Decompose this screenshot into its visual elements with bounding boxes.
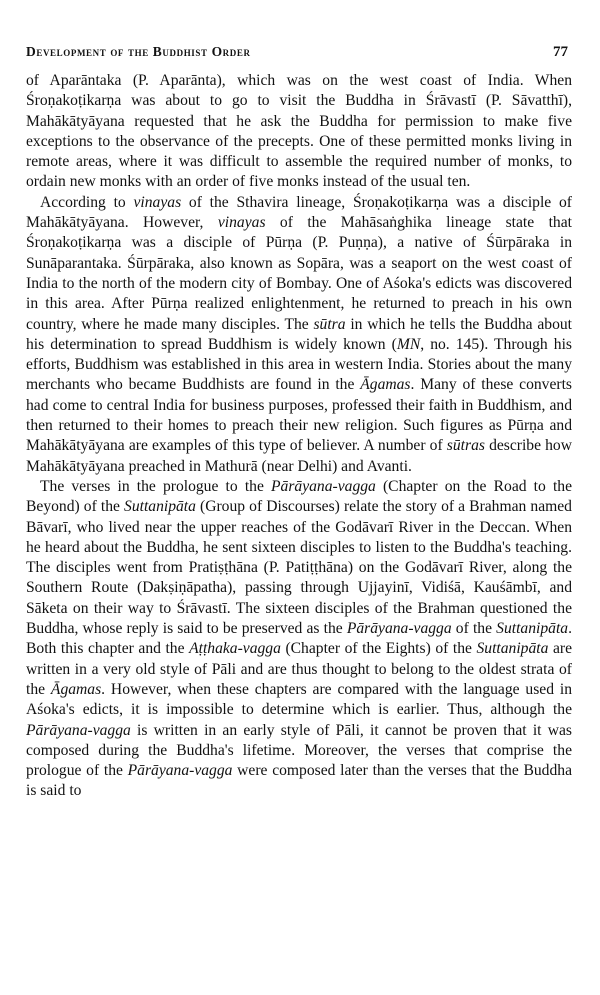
italic-term: Pārāyana-vagga: [26, 721, 131, 739]
text-run: of the Sthavira lineage, Śroṇakoṭikarṇa was a disciple of Mahākātyāyana. However,: [26, 193, 572, 232]
text-run: The verses in the prologue to the: [40, 477, 272, 495]
text-run: . However, when these chapters are compared with the language used in Aśoka's edicts, it is impossible to determine which is earlier. Thus, although the: [26, 680, 572, 719]
text-run: is written in an early style of Pāli, it cannot be proven that it was composed during the Buddha's lifetime. Moreover, the verses that comprise the prologue of the: [26, 721, 572, 780]
italic-term: sūtra: [313, 315, 346, 333]
text-run: are written in a very old style of Pāli and are thus thought to belong to the oldest strata of the: [26, 640, 572, 698]
italic-term: Suttanipāta: [476, 640, 549, 658]
text-run: describe how Mahākātyāyana preached in Mathurā (near Delhi) and Avanti.: [26, 437, 572, 475]
paragraph-1: [26, 71, 572, 193]
text-run: . Many of these converts had come to central India for business purposes, professed their faith in Buddhism, and then returned to their homes to preach their new religion. Such figures as Pūrṇa and Mahākātyāyana are examples of this type of believer. A number of: [26, 376, 572, 455]
italic-term: vinayas: [133, 193, 182, 211]
italic-term: Āgamas: [360, 376, 411, 394]
paragraph-2: [26, 193, 572, 477]
italic-term: Suttanipāta: [124, 498, 196, 516]
text-run: According to: [40, 193, 134, 211]
text-run: (Chapter on the Road to the Beyond) of the: [26, 477, 573, 516]
text-run: of Aparāntaka (P. Aparānta), which was on the west coast of India. When Śroṇakoṭikarṇa was about to go to visit the Buddha in Śrāvastī (P. Sāvatthī), Mahākātyāyana requested that he ask the Buddha for permission to make five exceptions to the observance of the precepts. One of these permitted monks living in remote areas, where it was difficult to assemble the required number of monks, to ordain new monks with an order of five monks instead of the usual ten.: [26, 72, 572, 191]
italic-term: Aṭṭhaka-vagga: [189, 640, 281, 658]
text-run: (Group of Discourses) relate the story of a Brahman named Bāvarī, who lived near the upper reaches of the Godāvarī River in the Deccan. When he heard about the Buddha, he sent sixteen disciples to listen to the Buddha's teaching. The disciples went from Pratiṣṭhāna (P. Patiṭṭhāna) on the Godāvarī River, along the Southern Route (Dakṣiṇāpatha), passing through Ujjayinī, Vidiśā, Kauśāmbī, and Sāketa on their way to Śrāvastī. The sixteen disciples of the Brahman questioned the Buddha, whose reply is said to be preserved as the: [26, 498, 572, 638]
italic-term: sūtras: [446, 437, 485, 455]
text-run: , no. 145). Through his efforts, Buddhism was established in this area in western India. Stories about the many merchants who became Buddhists are found in the: [26, 335, 573, 394]
text-run: . Both this chapter and the: [26, 620, 572, 658]
italic-term: Pārāyana-vagga: [346, 620, 452, 638]
paragraph-3: [26, 477, 572, 802]
text-run: of the: [451, 620, 497, 638]
italic-term: Pārāyana-vagga: [271, 477, 376, 495]
running-title: Development of the Buddhist Order: [26, 44, 251, 59]
italic-term: Āgamas: [50, 680, 102, 698]
text-run: of the Mahāsaṅghika lineage state that Śroṇakoṭikarṇa was a disciple of Pūrṇa (P. Puṇṇa), a native of Śūrpāraka in Sunāparantaka. Śūrpāraka, also known as Sopāra, was a seaport on the west coast of India to the north of the modern city of Bombay. One of Aśoka's edicts was discovered in this area. After Pūrṇa realized enlightenment, he returned to preach in his own country, where he made many disciples. The: [26, 214, 572, 333]
page-number: 77: [553, 44, 568, 60]
italic-term: Suttanipāta: [496, 620, 569, 638]
italic-term: MN: [396, 335, 421, 353]
text-run: in which he tells the Buddha about his determination to spread Buddhism is widely known (: [26, 315, 573, 353]
italic-term: vinayas: [217, 214, 266, 232]
page-header: [26, 44, 572, 61]
italic-term: Pārāyana-vagga: [127, 762, 233, 780]
text-run: (Chapter of the Eights) of the: [280, 640, 477, 658]
body-text: [26, 71, 572, 802]
text-run: were composed later than the verses that the Buddha is said to: [26, 762, 572, 800]
